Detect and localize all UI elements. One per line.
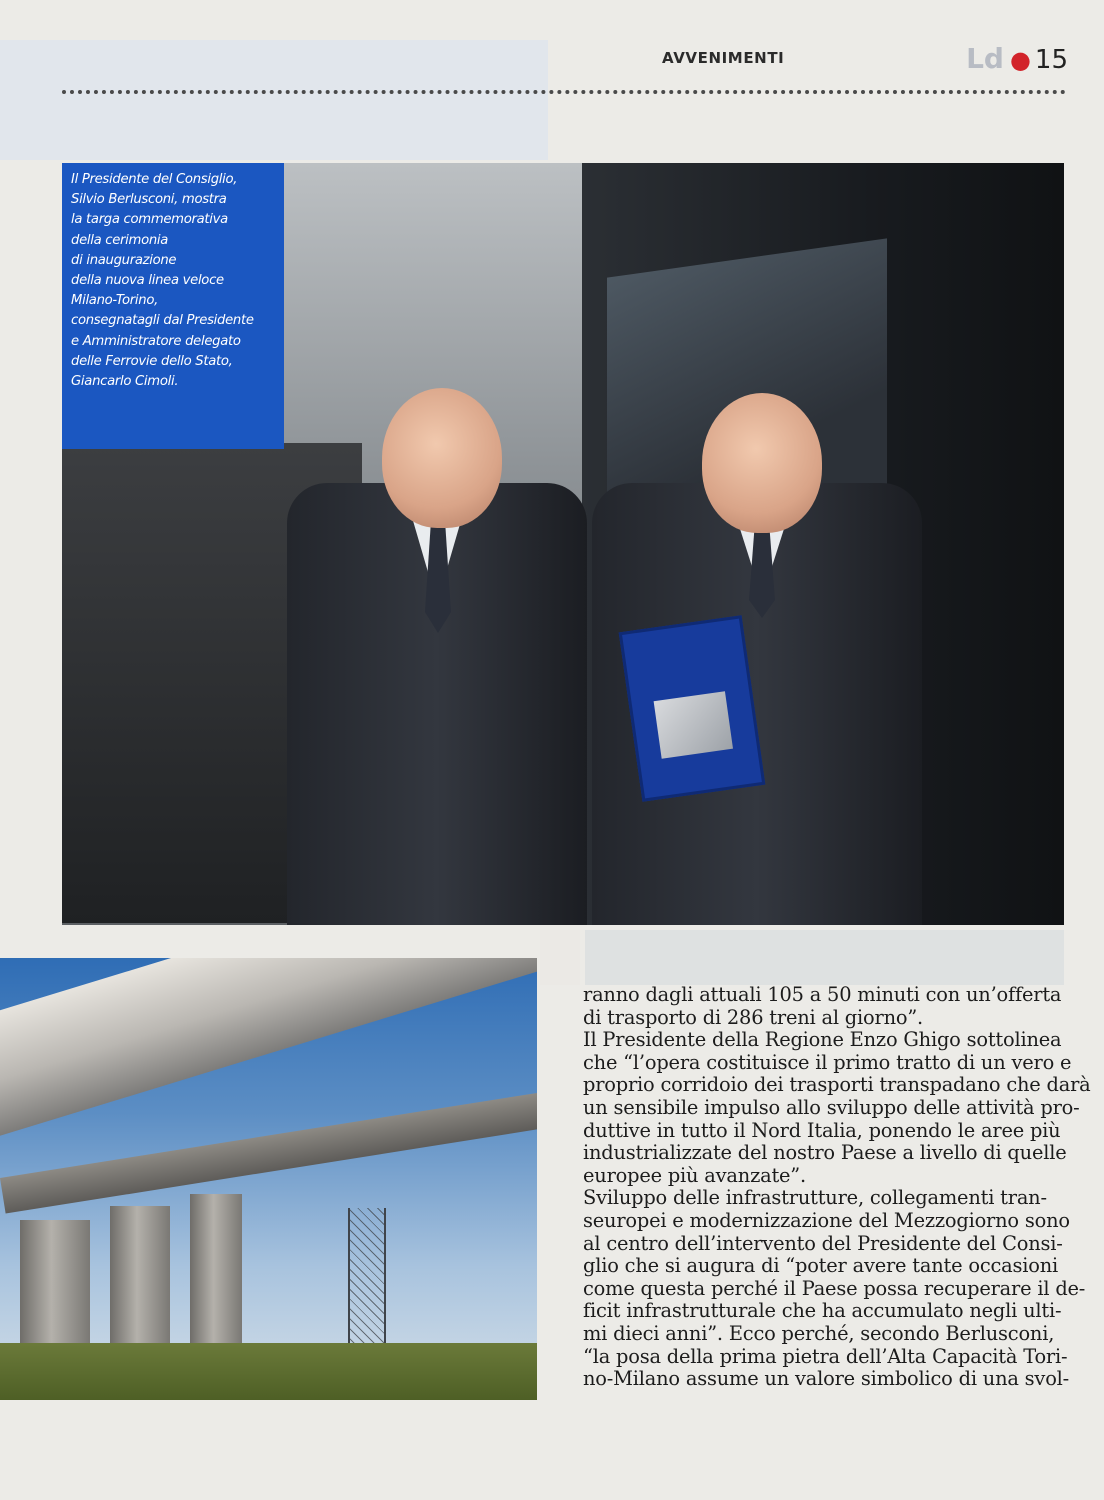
text-line: ficit infrastrutturale che ha accumulato negli ulti- xyxy=(583,1299,1062,1323)
article-body xyxy=(583,983,1091,1391)
show-through-strip xyxy=(540,930,1064,985)
text-line: “la posa della prima pietra dell’Alta Capacità Tori- xyxy=(583,1344,1068,1368)
commemorative-plaque xyxy=(619,615,766,802)
text-line: un sensibile impulso allo sviluppo delle attività pro- xyxy=(583,1095,1080,1119)
text-line: no-Milano assume un valore simbolico di una svol- xyxy=(583,1367,1070,1391)
text-line: al centro dell’intervento del Presidente del Consi- xyxy=(583,1231,1063,1255)
photo-caption: Il Presidente del Consiglio, Silvio Berlusconi, mostra la targa commemorativa della cerimonia di inaugurazione della nuova linea veloce Milano-Torino, consegnatagli dal Presidente e Amministratore delegato delle Ferrovie dello Stato, Giancarlo Cimoli. xyxy=(62,163,284,449)
text-line: proprio corridoio dei trasporti transpadano che darà xyxy=(583,1073,1091,1097)
text-line: che “l’opera costituisce il primo tratto di un vero e xyxy=(583,1050,1072,1074)
text-line: seuropei e modernizzazione del Mezzogiorno sono xyxy=(583,1208,1070,1232)
bullet-icon: ● xyxy=(1009,46,1031,74)
page-number-block xyxy=(966,42,1068,75)
text-line: di trasporto di 286 treni al giorno”. xyxy=(583,1005,924,1029)
header-rule xyxy=(62,90,1066,94)
text-line: glio che si augura di “poter avere tante occasioni xyxy=(583,1254,1059,1278)
text-line: Sviluppo delle infrastrutture, collegamenti tran- xyxy=(583,1186,1047,1210)
page-number: 15 xyxy=(1034,45,1068,75)
power-pylon xyxy=(348,1208,386,1348)
text-line: come questa perché il Paese possa recuperare il de- xyxy=(583,1276,1086,1300)
text-line: industrializzate del nostro Paese a livello di quelle xyxy=(583,1141,1067,1165)
text-line: ranno dagli attuali 105 a 50 minuti con un’offerta xyxy=(583,983,1062,1006)
text-line: duttive in tutto il Nord Italia, ponendo le aree più xyxy=(583,1118,1061,1142)
text-line: europee più avanzate”. xyxy=(583,1163,806,1187)
section-title: AVVENIMENTI xyxy=(662,49,785,67)
bridge-photo xyxy=(0,958,537,1400)
grass-field xyxy=(0,1343,537,1400)
text-line: mi dieci anni”. Ecco perché, secondo Berlusconi, xyxy=(583,1321,1055,1345)
text-line: Il Presidente della Regione Enzo Ghigo sottolinea xyxy=(583,1028,1062,1052)
page-tint xyxy=(0,40,548,160)
magazine-logo: Ld xyxy=(966,42,1004,75)
main-photo xyxy=(62,163,1064,925)
